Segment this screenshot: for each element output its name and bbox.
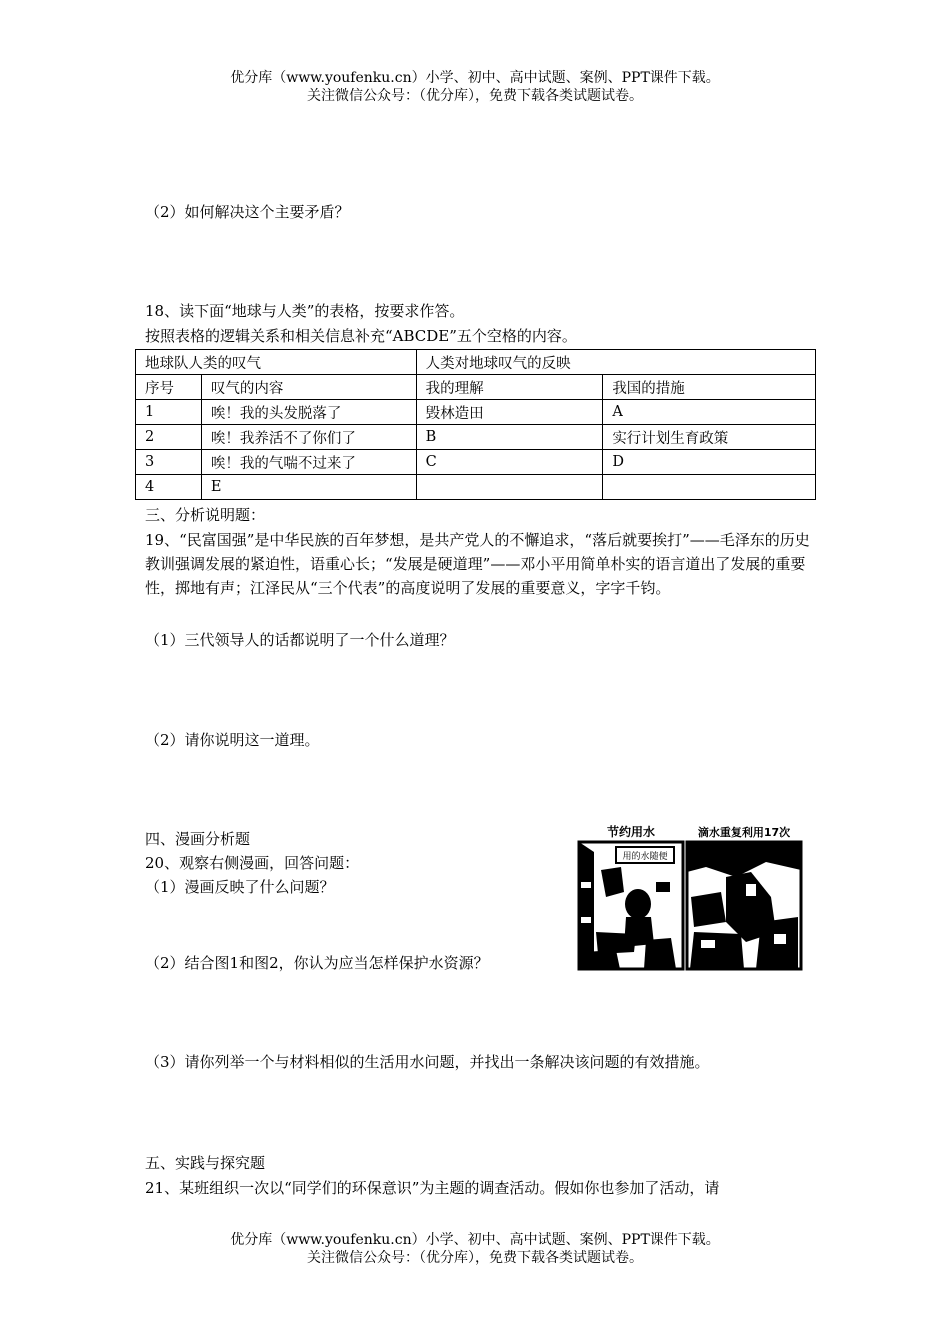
q18-instruction: 按照表格的逻辑关系和相关信息补充“ABCDE”五个空格的内容。: [145, 327, 577, 345]
page-header-line-1: 优分库（www.youfenku.cn）小学、初中、高中试题、案例、PPT课件下载。: [230, 70, 720, 86]
q20-sub1: （1）漫画反映了什么问题？: [145, 878, 335, 896]
q18-title: 18、读下面“地球与人类”的表格，按要求作答。: [145, 302, 465, 320]
table-header-cell: 序号: [136, 375, 202, 400]
comic-panel-2: [687, 825, 801, 969]
q19-text: 19、“民富国强”是中华民族的百年梦想，是共产党人的不懈追求，“落后就要挨打”——毛泽东的历史教训强调发展的紧迫性，语重心长；“发展是硬道理”——邓小平用简单朴实的语言道出了发展的重要性，掷地有声；江泽民从“三个代表”的高度说明了发展的重要意义，字字千钧。: [145, 531, 810, 597]
table-cell: 实行计划生育政策: [603, 425, 816, 450]
q19-sub1: （1）三代领导人的话都说明了一个什么道理？: [145, 631, 455, 649]
table-cell: [603, 475, 816, 500]
comic-panel1-caption: 用的水随便: [622, 852, 668, 862]
q20-sub2: （2）结合图1和图2，你认为应当怎样保护水资源？: [145, 954, 489, 972]
table-cell: 3: [136, 450, 202, 475]
q17-sub2: （2）如何解决这个主要矛盾？: [145, 203, 350, 221]
table-header-cell: 我国的措施: [603, 375, 816, 400]
table-cell: 唉！我的头发脱落了: [201, 400, 416, 425]
table-cell: 1: [136, 400, 202, 425]
table-row: [136, 425, 816, 450]
earth-human-table: [135, 349, 816, 500]
water-comic-image: [576, 822, 804, 972]
table-row: [136, 475, 816, 500]
q20-text: 20、观察右侧漫画，回答问题：: [145, 854, 360, 872]
table-cell: D: [603, 450, 816, 475]
water-comic-drawing: [576, 822, 804, 972]
page-footer-line-1: 优分库（www.youfenku.cn）小学、初中、高中试题、案例、PPT课件下载。: [230, 1232, 720, 1248]
table-cell: A: [603, 400, 816, 425]
table-cell: E: [201, 475, 416, 500]
table-group-header-row: [136, 350, 816, 375]
table-cell: 唉！我的气喘不过来了: [201, 450, 416, 475]
table-header-row: [136, 375, 816, 400]
comic-panel1-title: 节约用水: [606, 825, 656, 839]
table-header-cell: 我的理解: [416, 375, 603, 400]
q19-sub2: （2）请你说明这一道理。: [145, 731, 320, 749]
page-footer-line-2: 关注微信公众号：（优分库），免费下载各类试题试卷。: [307, 1250, 643, 1266]
table-group-left: 地球队人类的叹气: [136, 350, 417, 375]
q21-text: 21、某班组织一次以“同学们的环保意识”为主题的调查活动。假如你也参加了活动，请: [145, 1179, 720, 1197]
table-row: [136, 450, 816, 475]
table-row: [136, 400, 816, 425]
table-cell: 4: [136, 475, 202, 500]
table-cell: 2: [136, 425, 202, 450]
table-cell: 唉！我养活不了你们了: [201, 425, 416, 450]
page-header-line-2: 关注微信公众号：（优分库），免费下载各类试题试卷。: [307, 88, 643, 104]
q20-sub3: （3）请你列举一个与材料相似的生活用水问题，并找出一条解决该问题的有效措施。: [145, 1053, 710, 1071]
comic-panel2-title: 滴水重复利用17次: [697, 826, 791, 839]
table-group-right: 人类对地球叹气的反映: [416, 350, 815, 375]
table-cell: [416, 475, 603, 500]
comic-panel-1: [579, 824, 683, 969]
table-cell: B: [416, 425, 603, 450]
table-cell: C: [416, 450, 603, 475]
section5-title: 五、实践与探究题: [145, 1154, 266, 1172]
table-cell: 毁林造田: [416, 400, 603, 425]
table-header-cell: 叹气的内容: [201, 375, 416, 400]
section3-title: 三、分析说明题：: [145, 506, 266, 524]
section4-title: 四、漫画分析题: [145, 830, 251, 848]
